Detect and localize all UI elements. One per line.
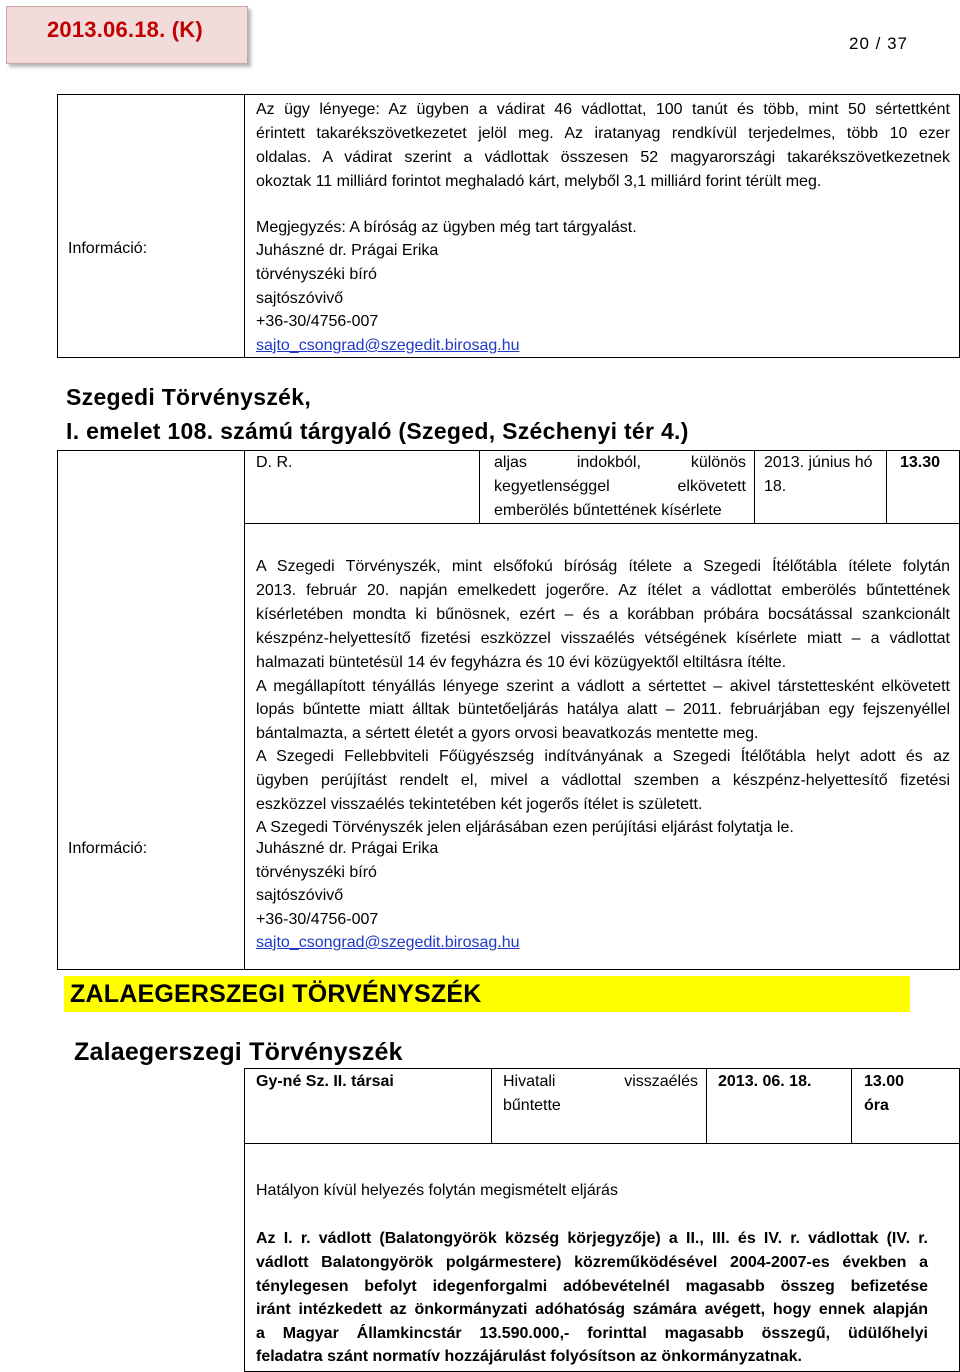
charge-line: emberölés bűntettének kísérlete xyxy=(494,502,722,519)
case-body-line: kísérletében mondta ki bűnösnek, ezért – és a korábban próbára bocsátással szankcionált xyxy=(256,606,950,623)
page-number: 20 / 37 xyxy=(849,34,908,53)
case-note: Megjegyzés: A bíróság az ügyben még tart tárgyalást. xyxy=(256,219,637,236)
contact-name: Juhászné dr. Prágai Erika xyxy=(256,840,439,857)
case-body-line: A Szegedi Törvényszék, mint elsőfokú bíróság ítélete a Szegedi Ítélőtábla ítélete folytán xyxy=(256,558,950,575)
court-heading: Szegedi Törvényszék, xyxy=(66,384,312,410)
case-body-line: feladatra szánt normatív hozzájárulást folyósítson az önkormányzatnak. xyxy=(256,1348,802,1365)
case-summary-line: érintett takarékszövetkezetet jelöl meg. Az iratanyag rendkívül terjedelmes, több 10 ezer xyxy=(256,125,950,142)
contact-title: törvényszéki bíró xyxy=(256,864,377,881)
contact-email-link[interactable]: sajto_csongrad@szegedit.birosag.hu xyxy=(256,337,520,354)
contact-title: törvényszéki bíró xyxy=(256,266,377,283)
contact-phone: +36-30/4756-007 xyxy=(256,313,379,330)
case-body-line: halmazati büntetésül 14 év fegyházra és 10 évi közügyektől eltiltásra ítélte. xyxy=(256,654,787,671)
case-body-line: eszközzel visszaélés tekintetében két jogerős ítélet is született. xyxy=(256,796,703,813)
case-body-line: 2013. február 20. napján emelkedett jogerőre. Az ítélet a vádlottat emberölés bűntettének xyxy=(256,582,950,599)
date-badge xyxy=(6,6,248,64)
charge-line: Hivatali visszaélés xyxy=(503,1073,698,1090)
contact-name: Juhászné dr. Prágai Erika xyxy=(256,242,439,259)
hearing-time: óra xyxy=(864,1097,889,1114)
case-body-line: a Magyar Államkincstár 13.590.000,- forinttal magasabb összegű, üdülőhelyi xyxy=(256,1325,928,1342)
info-label-cell xyxy=(57,450,245,970)
case-body-line: A Szegedi Törvényszék jelen eljárásában ezen perújítási eljárást folytatja le. xyxy=(256,819,794,836)
hearing-date: 18. xyxy=(764,478,787,495)
courtroom-heading: I. emelet 108. számú tárgyaló (Szeged, Széchenyi tér 4.) xyxy=(66,418,689,444)
info-label: Információ: xyxy=(68,840,148,857)
case-body-line: A Szegedi Fellebbviteli Főügyészség indítványának a Szegedi Ítélőtábla helyt adott és az xyxy=(256,748,950,765)
case-body-line: Az I. r. vádlott (Balatongyörök község körjegyzője) a II., III. és IV. r. vádlottak (IV. r. xyxy=(256,1230,928,1247)
contact-role: sajtószóvivő xyxy=(256,887,344,904)
charge-line: aljas indokból, különös xyxy=(494,454,746,471)
case-body-line: iránt intézkedett az önkormányzati adóhatóság számára avégett, hogy ennek alapján xyxy=(256,1301,928,1318)
procedure-note: Hatályon kívül helyezés folytán megismételt eljárás xyxy=(256,1182,618,1199)
defendant-name: Gy-né Sz. II. társai xyxy=(256,1073,394,1090)
case-body-line: bántalmazta, a sértett életét a gyors orvosi beavatkozás mentette meg. xyxy=(256,725,759,742)
defendant-name: D. R. xyxy=(256,454,293,471)
section-banner: ZALAEGERSZEGI TÖRVÉNYSZÉK xyxy=(70,980,482,1008)
case-summary-line: oldalas. A vádirat szerint a vádlottak összesen 52 magyarországi takarékszövetkezetnek xyxy=(256,149,950,166)
case-body-line: A megállapított tényállás lényege szerint a vádlott a sértettet – akivel társtettesként elkövetett xyxy=(256,678,950,695)
court-heading: Zalaegerszegi Törvényszék xyxy=(74,1038,403,1066)
hearing-date: 2013. június hó xyxy=(764,454,873,471)
hearing-time: 13.00 xyxy=(864,1073,905,1090)
case-body-line: készpénz-helyettesítő fizetési eszközzel visszaélés vétségének kísérlete miatt – a vádlottat xyxy=(256,630,950,647)
hearing-date: 2013. 06. 18. xyxy=(718,1073,812,1090)
contact-role: sajtószóvivő xyxy=(256,290,344,307)
case-body-line: ügyben perújítást rendelt el, mivel a vádlottal szemben a készpénz-helyettesítő fizetési xyxy=(256,772,950,789)
contact-email-link[interactable]: sajto_csongrad@szegedit.birosag.hu xyxy=(256,934,520,951)
case-body-line: lopás bűntette miatt álltak büntetőeljárás hatálya alatt – 2011. februárjában egy fejszenyéllel xyxy=(256,701,950,718)
hearing-time: 13.30 xyxy=(900,454,941,471)
case-body-line: ténylegesen befolyt idegenforgalmi adóbevételnél magasabb összeg befizetése xyxy=(256,1278,928,1295)
date-label: 2013.06.18. (K) xyxy=(47,17,203,42)
info-label: Információ: xyxy=(68,240,148,257)
case-summary-line: okoztak 11 milliárd forintot meghaladó kárt, melyből 3,1 milliárd forint térült meg. xyxy=(256,173,822,190)
info-label-cell xyxy=(57,94,245,358)
charge-line: bűntette xyxy=(503,1097,561,1114)
charge-line: kegyetlenséggel elkövetett xyxy=(494,478,746,495)
case-body-line: vádlott Balatongyörök polgármestere) közreműködésével 2004-2007-es években a xyxy=(256,1254,928,1271)
contact-phone: +36-30/4756-007 xyxy=(256,911,379,928)
case-summary-line: Az ügy lényege: Az ügyben a vádirat 46 vádlottat, 100 tanút és több, mint 50 sértettként xyxy=(256,101,950,118)
